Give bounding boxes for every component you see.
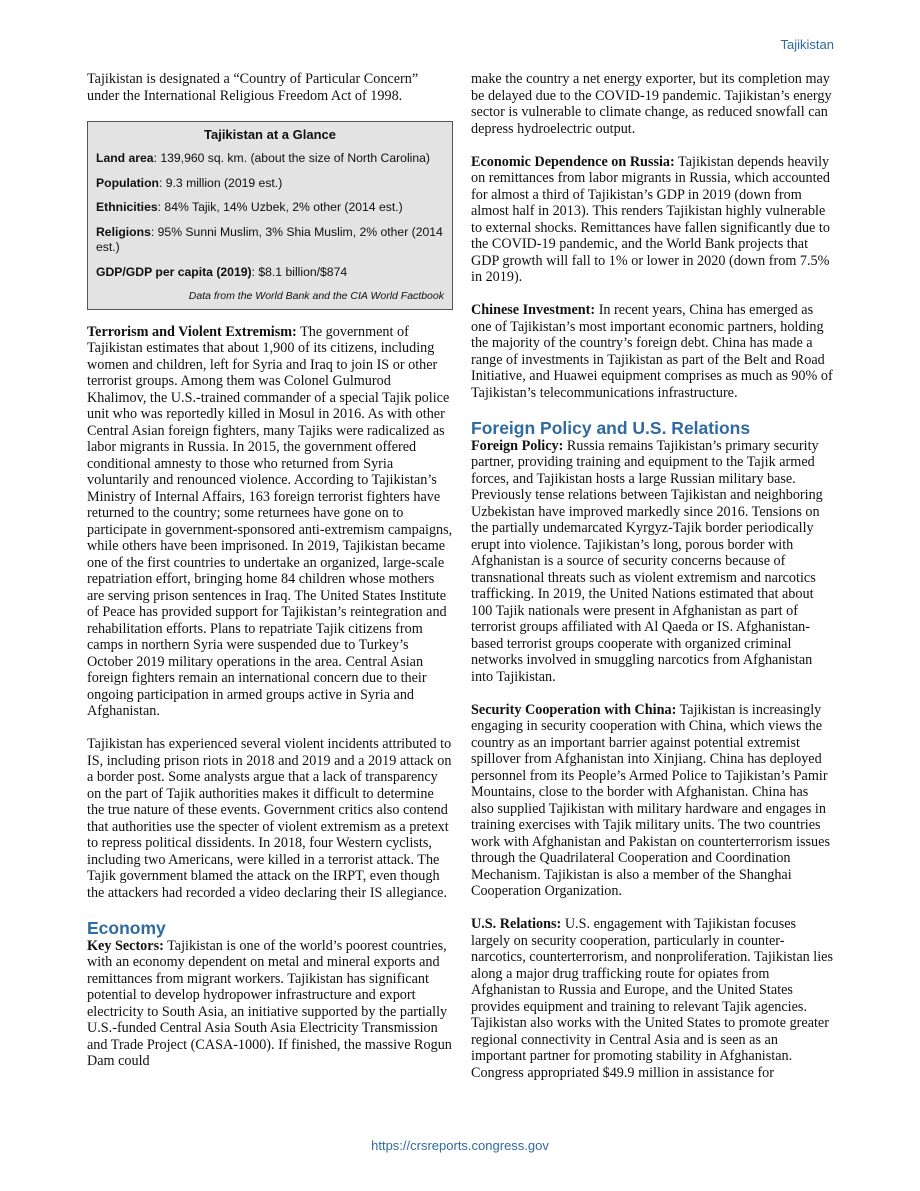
glance-label: GDP/GDP per capita (2019)	[96, 264, 252, 279]
left-column	[87, 71, 453, 1086]
foreign-policy-text: Russia remains Tajikistan’s primary security partner, providing training and equipment to the Tajik armed forces, and Tajikistan hosts a large Russian military base. Previously tense relations between Tajikistan and neighboring Uzbekistan have improved markedly since 2016. Tensions on the partially undemarcated Kyrgyz-Tajik border periodically erupt into violence. Tajikistan’s long, porous border with Afghanistan is a source of security concerns because of transnational threats such as violent extremism and narcotics trafficking. In 2019, the United Nations estimated that about 100 Tajik nationals were present in Afghanistan as part of terrorist groups affiliated with Al Qaeda or IS. Afghanistan-based terrorist groups cooperate with organized criminal networks involved in smuggling narcotics from Afghanistan into Tajikistan.	[471, 437, 823, 685]
glance-label: Religions	[96, 224, 151, 239]
continued-paragraph: make the country a net energy exporter, but its completion may be delayed due to the COVID-19 pandemic. Tajikistan’s energy sector is vulnerable to climate change, as reduced snowfall can depress hydroelectric output.	[471, 71, 832, 137]
glance-source: Data from the World Bank and the CIA World Factbook	[188, 290, 444, 302]
security-china-paragraph	[471, 702, 833, 900]
security-china-heading: Security Cooperation with China:	[471, 701, 677, 718]
glance-value: : 84% Tajik, 14% Uzbek, 2% other (2014 est.)	[157, 200, 403, 214]
foreign-policy-heading: Foreign Policy:	[471, 437, 564, 454]
key-sectors-heading: Key Sectors:	[87, 937, 164, 954]
header-country-tag: Tajikistan	[780, 37, 834, 52]
foreign-policy-section-title: Foreign Policy and U.S. Relations	[471, 417, 751, 438]
us-relations-heading: U.S. Relations:	[471, 916, 562, 932]
glance-value: : 9.3 million (2019 est.)	[158, 175, 283, 190]
glance-item-ethnicities	[96, 200, 444, 216]
russia-dependence-paragraph	[471, 154, 833, 286]
us-relations-text: U.S. engagement with Tajikistan focuses largely on security cooperation, particularly in counter-narcotics, counterterrorism, and nonproliferation. Tajikistan lies along a major drug trafficking route for opiates from Afghanistan to Russia and Europe, and the United States provides equipment and training to relevant Tajik agencies. Tajikistan also works with the United States to promote greater regional connectivity in Central Asia and is seen as an important partner for promoting stability in Afghanistan. Congress appropriated $49.9 million in assistance for	[471, 916, 833, 1081]
key-sectors-paragraph	[87, 938, 453, 1070]
glance-label: Population	[96, 175, 159, 190]
terrorism-paragraph	[87, 324, 453, 720]
chinese-investment-heading: Chinese Investment:	[471, 302, 596, 318]
footer-url-link[interactable]: https://crsreports.congress.gov	[371, 1138, 549, 1153]
glance-item-religions	[96, 225, 444, 256]
right-column	[471, 71, 833, 1098]
glance-value: : 139,960 sq. km. (about the size of North Carolina)	[153, 151, 430, 165]
glance-item-land-area	[96, 151, 444, 167]
key-sectors-text: Tajikistan is one of the world’s poorest countries, with an economy dependent on metal and mineral exports and remittances from migrant workers. Tajikistan has significant potential to develop hydropower infrastructure and export electricity to South Asia, an initiative supported by the partially U.S.-funded Central Asia South Asia Electricity Transmission and Trade Project (CASA-1000). If finished, the massive Rogun Dam could	[87, 937, 452, 1069]
glance-value: : $8.1 billion/$874	[251, 264, 348, 279]
terrorism-text: The government of Tajikistan estimates that about 1,900 of its citizens, including women and children, left for Syria and Iraq to join IS or other terrorist groups. Among them was Colonel Gulmurod Khalimov, the U.S.-trained commander of a special Tajik police unit who was reportedly killed in Mosul in 2016. As with other Central Asian foreign fighters, many Tajiks were radicalized as labor migrants in Russia. In 2015, the government offered conditional amnesty to those who returned from Syria voluntarily and renounced violence. According to Tajikistan’s Ministry of Internal Affairs, 163 foreign terrorist fighters have returned to the country; some returnees have gone on to participate in government-sponsored anti-extremism campaigns, while others have been imprisoned. In 2019, Tajikistan became one of the first countries to undertake an organized, large-scale repatriation effort, bringing home 84 children whose mothers are serving prison sentences in Iraq. The United States Institute of Peace has provided support for Tajikistan’s reintegration and rehabilitation efforts. Plans to repatriate Tajik citizens from camps in northern Syria were suspended due to Turkey’s October 2019 military operations in the area. Central Asian foreign fighters remain an international concern due to their ongoing participation in armed groups active in Syria and Afghanistan.	[87, 323, 453, 719]
chinese-investment-paragraph	[471, 302, 833, 401]
incidents-paragraph: Tajikistan has experienced several violent incidents attributed to IS, including prison riots in 2018 and 2019 and a 2019 attack on a border post. Some analysts argue that a lack of transparency on the part of Tajik authorities makes it difficult to determine the true nature of these events. Government critics also contend that authorities use the specter of violent extremism as a pretext to repress political dissidents. In 2018, four Western cyclists, including two Americans, were killed in a terrorist attack. The Tajik government blamed the attack on the IRPT, even though the attackers had recorded a video declaring their IS allegiance.	[87, 736, 452, 901]
security-china-text: Tajikistan is increasingly engaging in security cooperation with China, which views the country as an important barrier against potential extremist spillover from Afghanistan into Xinjiang. China has deployed personnel from its People’s Armed Police to Tajikistan’s Pamir Mountains, close to the border with Afghanistan. China has also supplied Tajikistan with military hardware and engages in training exercises with Tajik military units. The two countries work with Afghanistan and Pakistan on counterterrorism issues through the Quadrilateral Cooperation and Coordination Mechanism. Tajikistan is also a member of the Shanghai Cooperation Organization.	[471, 701, 830, 899]
chinese-investment-text: In recent years, China has emerged as one of Tajikistan’s most important economic partners, holding the majority of the country’s foreign debt. China has made a range of investments in Tajikistan as part of the Belt and Road Initiative, and Huawei equipment comprises as much as 90% of Tajikistan’s telecommunications infrastructure.	[471, 302, 833, 401]
glance-label: Land area	[96, 151, 154, 165]
russia-dependence-text: Tajikistan depends heavily on remittances from labor migrants in Russia, which accounted for almost a third of Tajikistan’s GDP in 2019 (down from almost half in 2013). This renders Tajikistan highly vulnerable to external shocks. Remittances have fallen significantly due to the COVID-19 pandemic, and the World Bank projects that GDP growth will fall to 1% or lower in 2020 (down from 7.5% in 2019).	[471, 153, 830, 285]
glance-title: Tajikistan at a Glance	[204, 126, 336, 142]
foreign-policy-paragraph	[471, 438, 833, 686]
terrorism-heading: Terrorism and Violent Extremism:	[87, 323, 297, 340]
glance-value: : 95% Sunni Muslim, 3% Shia Muslim, 2% other (2014 est.)	[96, 224, 443, 254]
russia-dependence-heading: Economic Dependence on Russia:	[471, 153, 675, 170]
intro-paragraph: Tajikistan is designated a “Country of Particular Concern” under the International Religious Freedom Act of 1998.	[87, 71, 419, 104]
glance-item-population	[96, 176, 444, 192]
economy-section-title: Economy	[87, 917, 166, 938]
glance-item-gdp	[96, 265, 444, 281]
glance-label: Ethnicities	[96, 200, 158, 214]
us-relations-paragraph	[471, 916, 833, 1081]
glance-box	[87, 121, 453, 310]
